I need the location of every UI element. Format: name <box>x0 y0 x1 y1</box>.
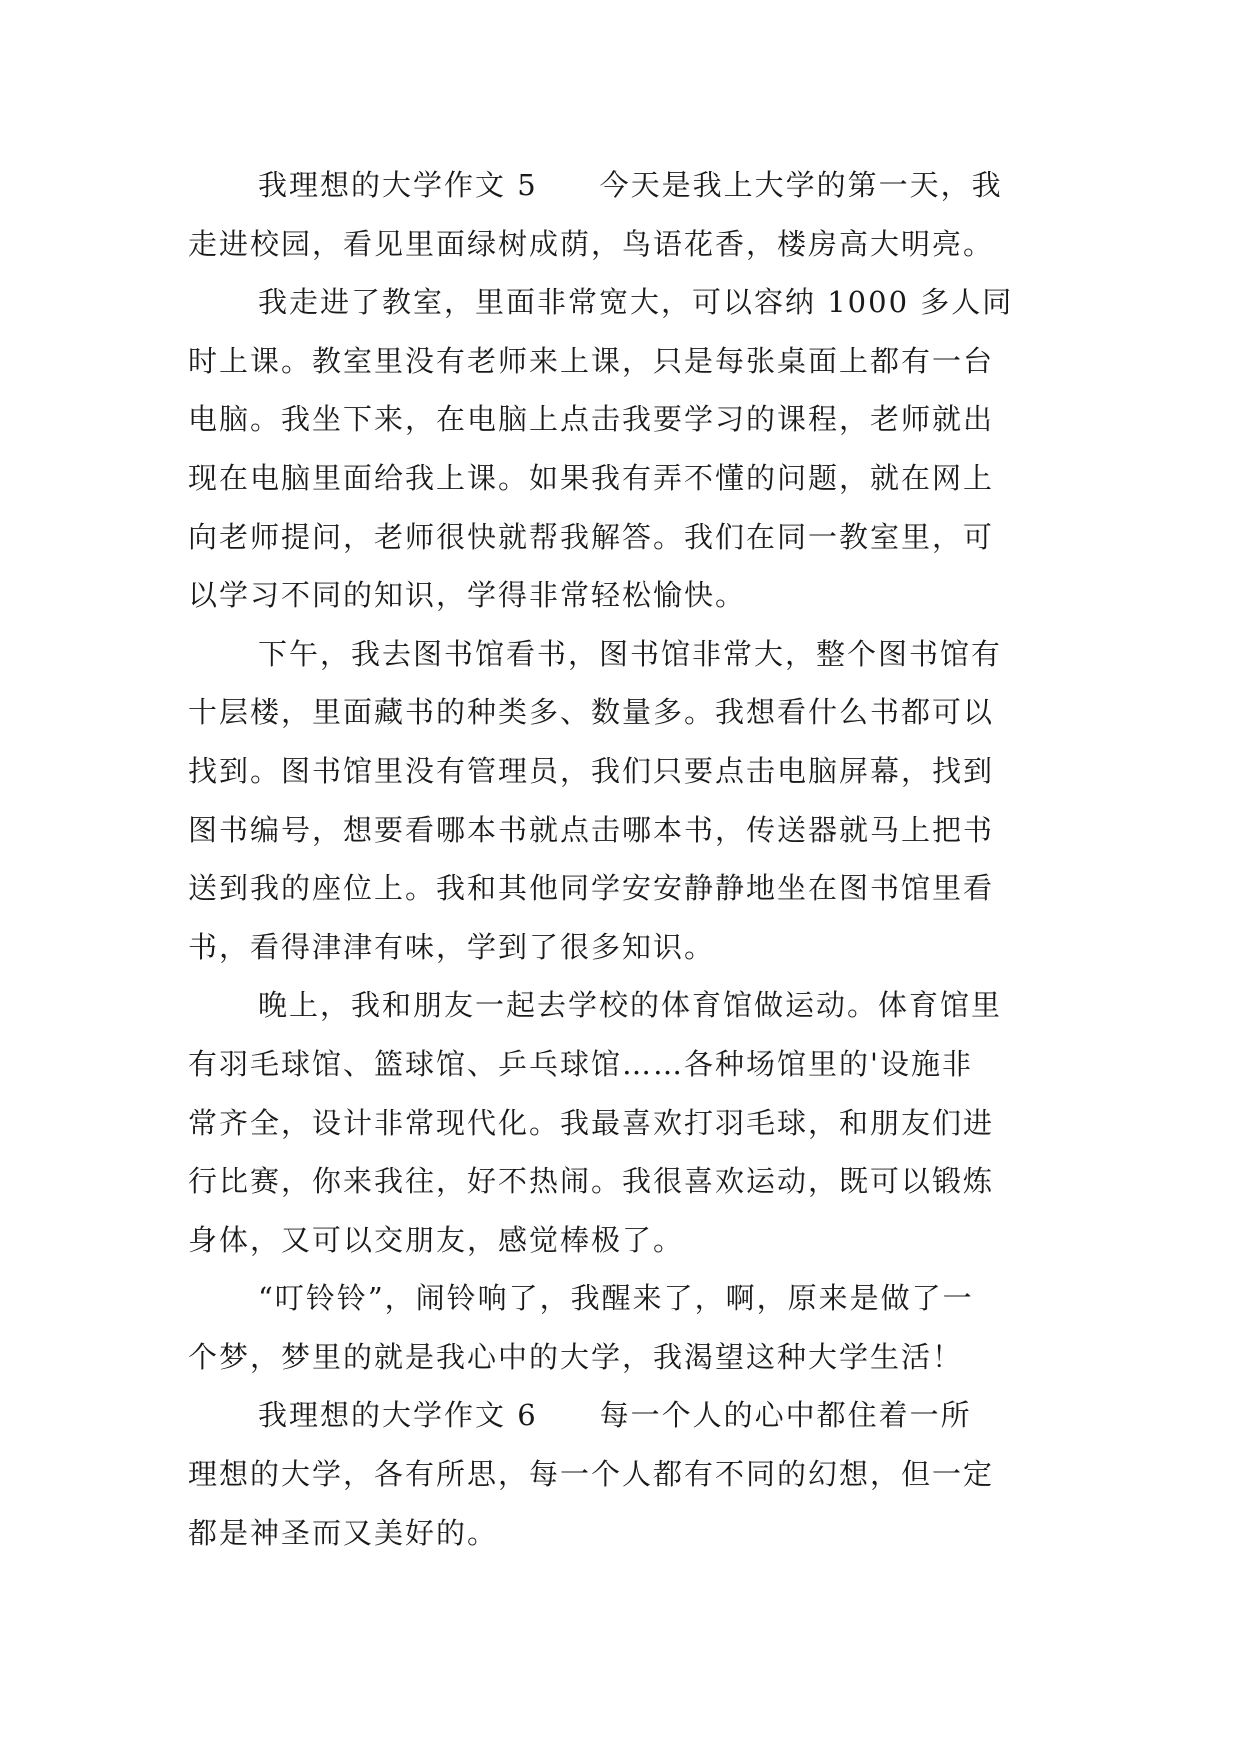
paragraph-line: 电脑。我坐下来，在电脑上点击我要学习的课程，老师就出 <box>188 402 995 437</box>
paragraph-line: 常齐全，设计非常现代化。我最喜欢打羽毛球，和朋友们进 <box>188 1105 995 1140</box>
paragraph-line: 找到。图书馆里没有管理员，我们只要点击电脑屏幕，找到 <box>188 753 995 788</box>
paragraph-line: 书，看得津津有味，学到了很多知识。 <box>188 929 716 964</box>
essay-text <box>188 156 1088 1562</box>
paragraph-line: 我理想的大学作文 6 每一个人的心中都住着一所 <box>258 1398 972 1433</box>
paragraph-line: 个梦，梦里的就是我心中的大学，我渴望这种大学生活！ <box>188 1339 964 1374</box>
paragraph-line: 理想的大学，各有所思，每一个人都有不同的幻想，但一定 <box>188 1457 995 1492</box>
paragraph-line: 向老师提问，老师很快就帮我解答。我们在同一教室里，可 <box>188 519 995 554</box>
paragraph-line: 身体，又可以交朋友，感觉棒极了。 <box>188 1222 685 1257</box>
paragraph-line: 时上课。教室里没有老师来上课，只是每张桌面上都有一台 <box>188 343 995 378</box>
paragraph-line: 现在电脑里面给我上课。如果我有弄不懂的问题，就在网上 <box>188 460 995 495</box>
paragraph-line: 都是神圣而又美好的。 <box>188 1515 499 1550</box>
paragraph-line: “叮铃铃”，闹铃响了，我醒来了，啊，原来是做了一 <box>258 1281 974 1316</box>
paragraph-line: 我走进了教室，里面非常宽大，可以容纳 1000 多人同 <box>258 285 1014 320</box>
paragraph-line: 走进校园，看见里面绿树成荫，鸟语花香，楼房高大明亮。 <box>188 226 995 261</box>
paragraph-line: 晚上，我和朋友一起去学校的体育馆做运动。体育馆里 <box>258 988 1003 1023</box>
paragraph-line: 有羽毛球馆、篮球馆、乒乓球馆……各种场馆里的'设施非 <box>188 1046 973 1081</box>
paragraph-line: 我理想的大学作文 5 今天是我上大学的第一天，我 <box>258 168 1003 202</box>
paragraph-line: 以学习不同的知识，学得非常轻松愉快。 <box>188 578 747 613</box>
paragraph-line: 图书编号，想要看哪本书就点击哪本书，传送器就马上把书 <box>188 812 995 847</box>
paragraph-line: 送到我的座位上。我和其他同学安安静静地坐在图书馆里看 <box>188 871 995 906</box>
paragraph-line: 下午，我去图书馆看书，图书馆非常大，整个图书馆有 <box>258 636 1003 671</box>
paragraph-line: 十层楼，里面藏书的种类多、数量多。我想看什么书都可以 <box>188 695 995 730</box>
paragraph-line: 行比赛，你来我往，好不热闹。我很喜欢运动，既可以锻炼 <box>188 1164 995 1199</box>
